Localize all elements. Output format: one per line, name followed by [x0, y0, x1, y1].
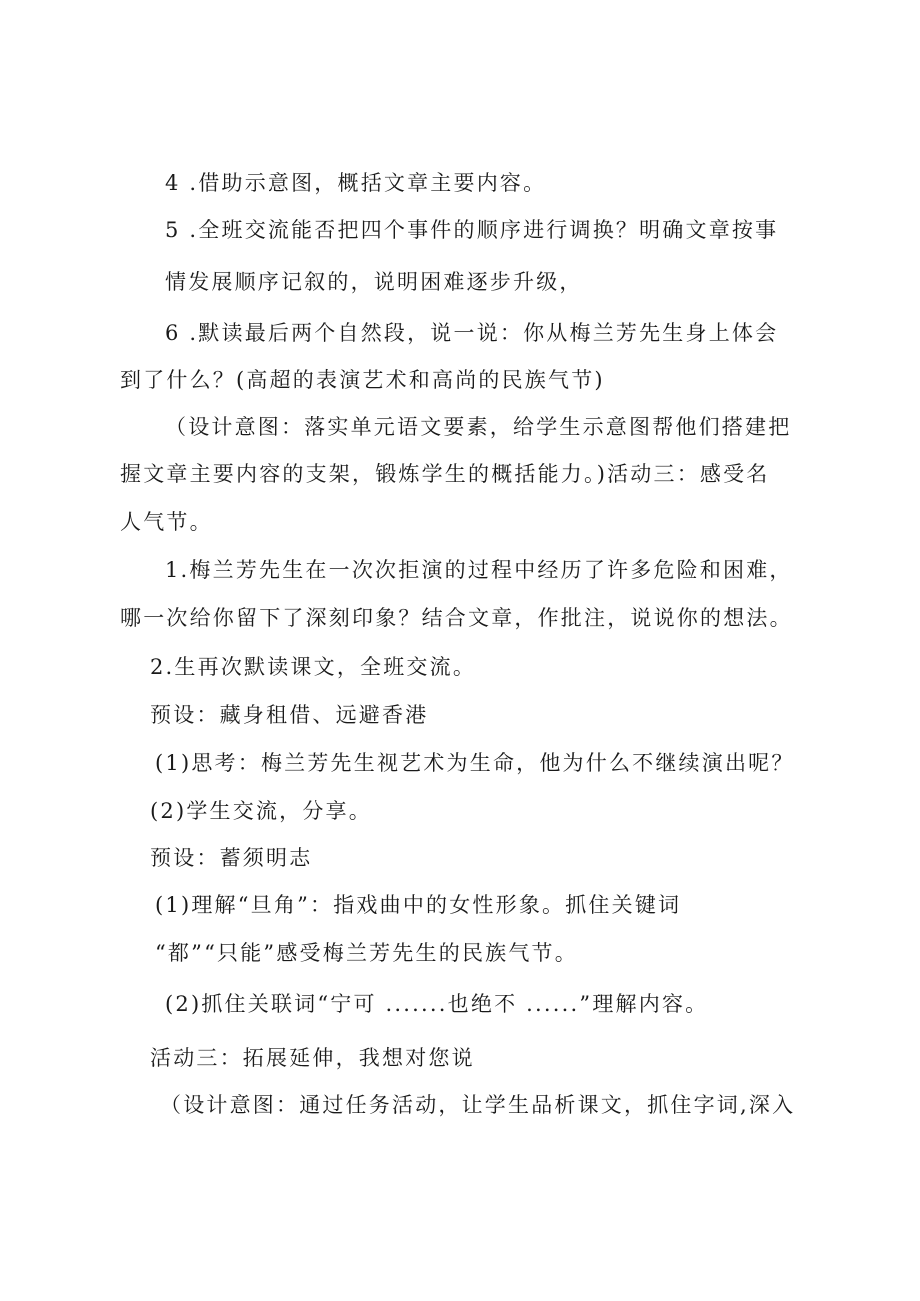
share-line: (2)学生交流，分享。: [150, 799, 372, 823]
understand-line: (1)理解“旦角”：指戏曲中的女性形象。抓住关键词: [155, 893, 682, 917]
step-6-continuation: 到了什么？(高超的表演艺术和高尚的民族气节): [120, 368, 605, 392]
activity-3-heading: 活动三：拓展延伸，我想对您说: [150, 1046, 475, 1070]
item-1-line: 1.梅兰芳先生在一次次拒演的过程中经历了许多危险和困难，: [165, 558, 793, 582]
item-1-continuation: 哪一次给你留下了深刻印象？结合文章，作批注，说说你的想法。: [120, 606, 793, 630]
step-5-continuation: 情发展顺序记叙的，说明困难逐步升级，: [165, 270, 583, 294]
step-4-line: 4 .借助示意图，概括文章主要内容。: [165, 171, 547, 195]
preset-line-2: 预设：蓄须明志: [150, 846, 313, 870]
step-5-line: 5 .全班交流能否把四个事件的顺序进行调换？明确文章按事: [165, 218, 779, 242]
think-line: (1)思考：梅兰芳先生视艺术为生命，他为什么不继续演出呢？: [155, 751, 795, 775]
step-6-line: 6 .默读最后两个自然段，说一说：你从梅兰芳先生身上体会: [165, 321, 779, 345]
design-intent-line-2: 握文章主要内容的支架，锻炼学生的概括能力。)活动三：感受名: [120, 462, 770, 486]
design-intent-line-3: 人气节。: [120, 510, 213, 534]
item-2-line: 2.生再次默读课文，全班交流。: [150, 655, 477, 679]
preset-line-1: 预设：藏身租借、远避香港: [150, 703, 429, 727]
design-intent-line-1: （设计意图：落实单元语文要素，给学生示意图帮他们搭建把: [165, 415, 792, 439]
design-intent-line-4: （设计意图：通过任务活动，让学生品析课文，抓住字词,深入: [160, 1093, 796, 1117]
conjunction-line: (2)抓住关联词“宁可 .......也绝不 ......”理解内容。: [165, 992, 709, 1016]
understand-continuation: “都”“只能”感受梅兰芳先生的民族气节。: [155, 941, 578, 965]
